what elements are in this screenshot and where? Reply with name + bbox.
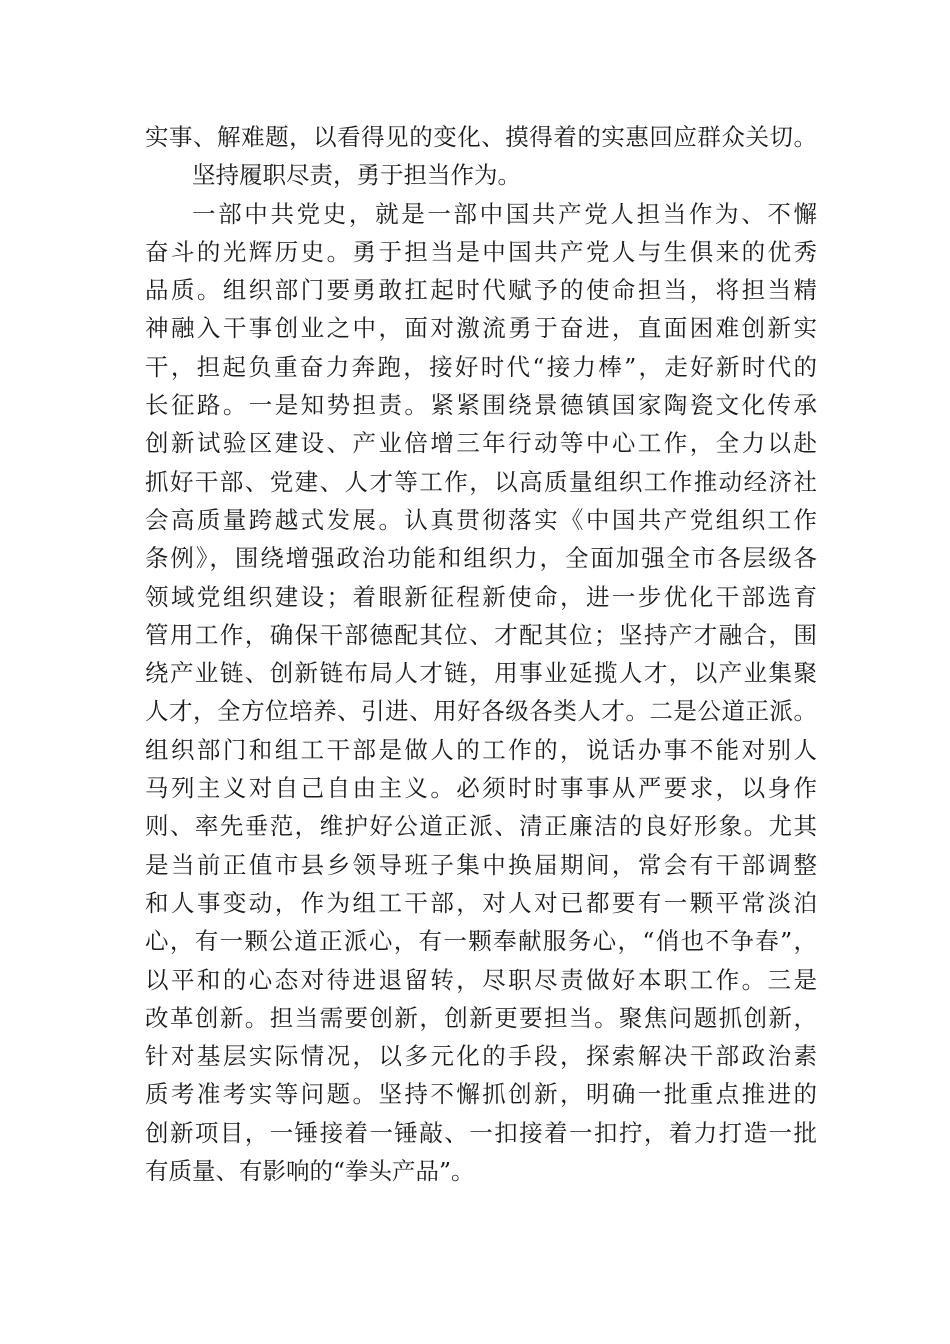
body-text [145,118,817,1190]
text-line: 以平和的心态对待进退留转，尽职尽责做好本职工作。三是 [145,965,817,994]
text-line: 条例》，围绕增强政治功能和组织力，全面加强全市各层级各 [145,544,817,573]
text-line: 和人事变动，作为组工干部，对人对已都要有一颗平常淡泊 [145,888,817,917]
text-line: 品质。组织部门要勇敢扛起时代赋予的使命担当，将担当精 [145,276,817,305]
text-line: 奋斗的光辉历史。勇于担当是中国共产党人与生俱来的优秀 [145,237,817,266]
text-line: 则、率先垂范，维护好公道正派、清正廉洁的良好形象。尤其 [145,812,817,841]
text-line: 人才，全方位培养、引进、用好各级各类人才。二是公道正派。 [145,697,817,726]
text-line: 管用工作，确保干部德配其位、才配其位；坚持产才融合，围 [145,620,817,649]
text-line: 创新项目，一锤接着一锤敲、一扣接着一扣拧，着力打造一批 [145,1118,817,1147]
text-line: 创新试验区建设、产业倍增三年行动等中心工作，全力以赴 [145,429,817,458]
text-line: 针对基层实际情况，以多元化的手段，探索解决干部政治素 [145,1042,817,1071]
text-line: 马列主义对自己自由主义。必须时时事事从严要求，以身作 [145,774,817,803]
text-line: 抓好干部、党建、人才等工作，以高质量组织工作推动经济社 [145,467,817,496]
text-line: 会高质量跨越式发展。认真贯彻落实《中国共产党组织工作 [145,505,817,534]
text-line: 神融入干事创业之中，面对激流勇于奋进，直面困难创新实 [145,314,817,343]
text-line: 组织部门和组工干部是做人的工作的，说话办事不能对别人 [145,735,817,764]
text-line: 心，有一颗公道正派心，有一颗奉献服务心，“俏也不争春”， [145,927,817,956]
text-line: 干，担起负重奋力奔跑，接好时代“接力棒”，走好新时代的 [145,352,817,381]
text-line: 绕产业链、创新链布局人才链，用事业延揽人才，以产业集聚 [145,659,817,688]
text-line: 长征路。一是知势担责。紧紧围绕景德镇国家陶瓷文化传承 [145,391,817,420]
text-line: 改革创新。担当需要创新，创新更要担当。聚焦问题抓创新， [145,1003,817,1032]
text-line: 是当前正值市县乡领导班子集中换届期间，常会有干部调整 [145,850,817,879]
text-line: 一部中共党史，就是一部中国共产党人担当作为、不懈 [192,199,817,228]
text-line: 坚持履职尽责，勇于担当作为。 [192,161,521,190]
text-line: 领域党组织建设；着眼新征程新使命，进一步优化干部选育 [145,582,817,611]
text-line: 质考准考实等问题。坚持不懈抓创新，明确一批重点推进的 [145,1080,817,1109]
text-line: 有质量、有影响的“拳头产品”。 [145,1157,475,1186]
text-line: 实事、解难题，以看得见的变化、摸得着的实惠回应群众关切。 [145,123,817,151]
